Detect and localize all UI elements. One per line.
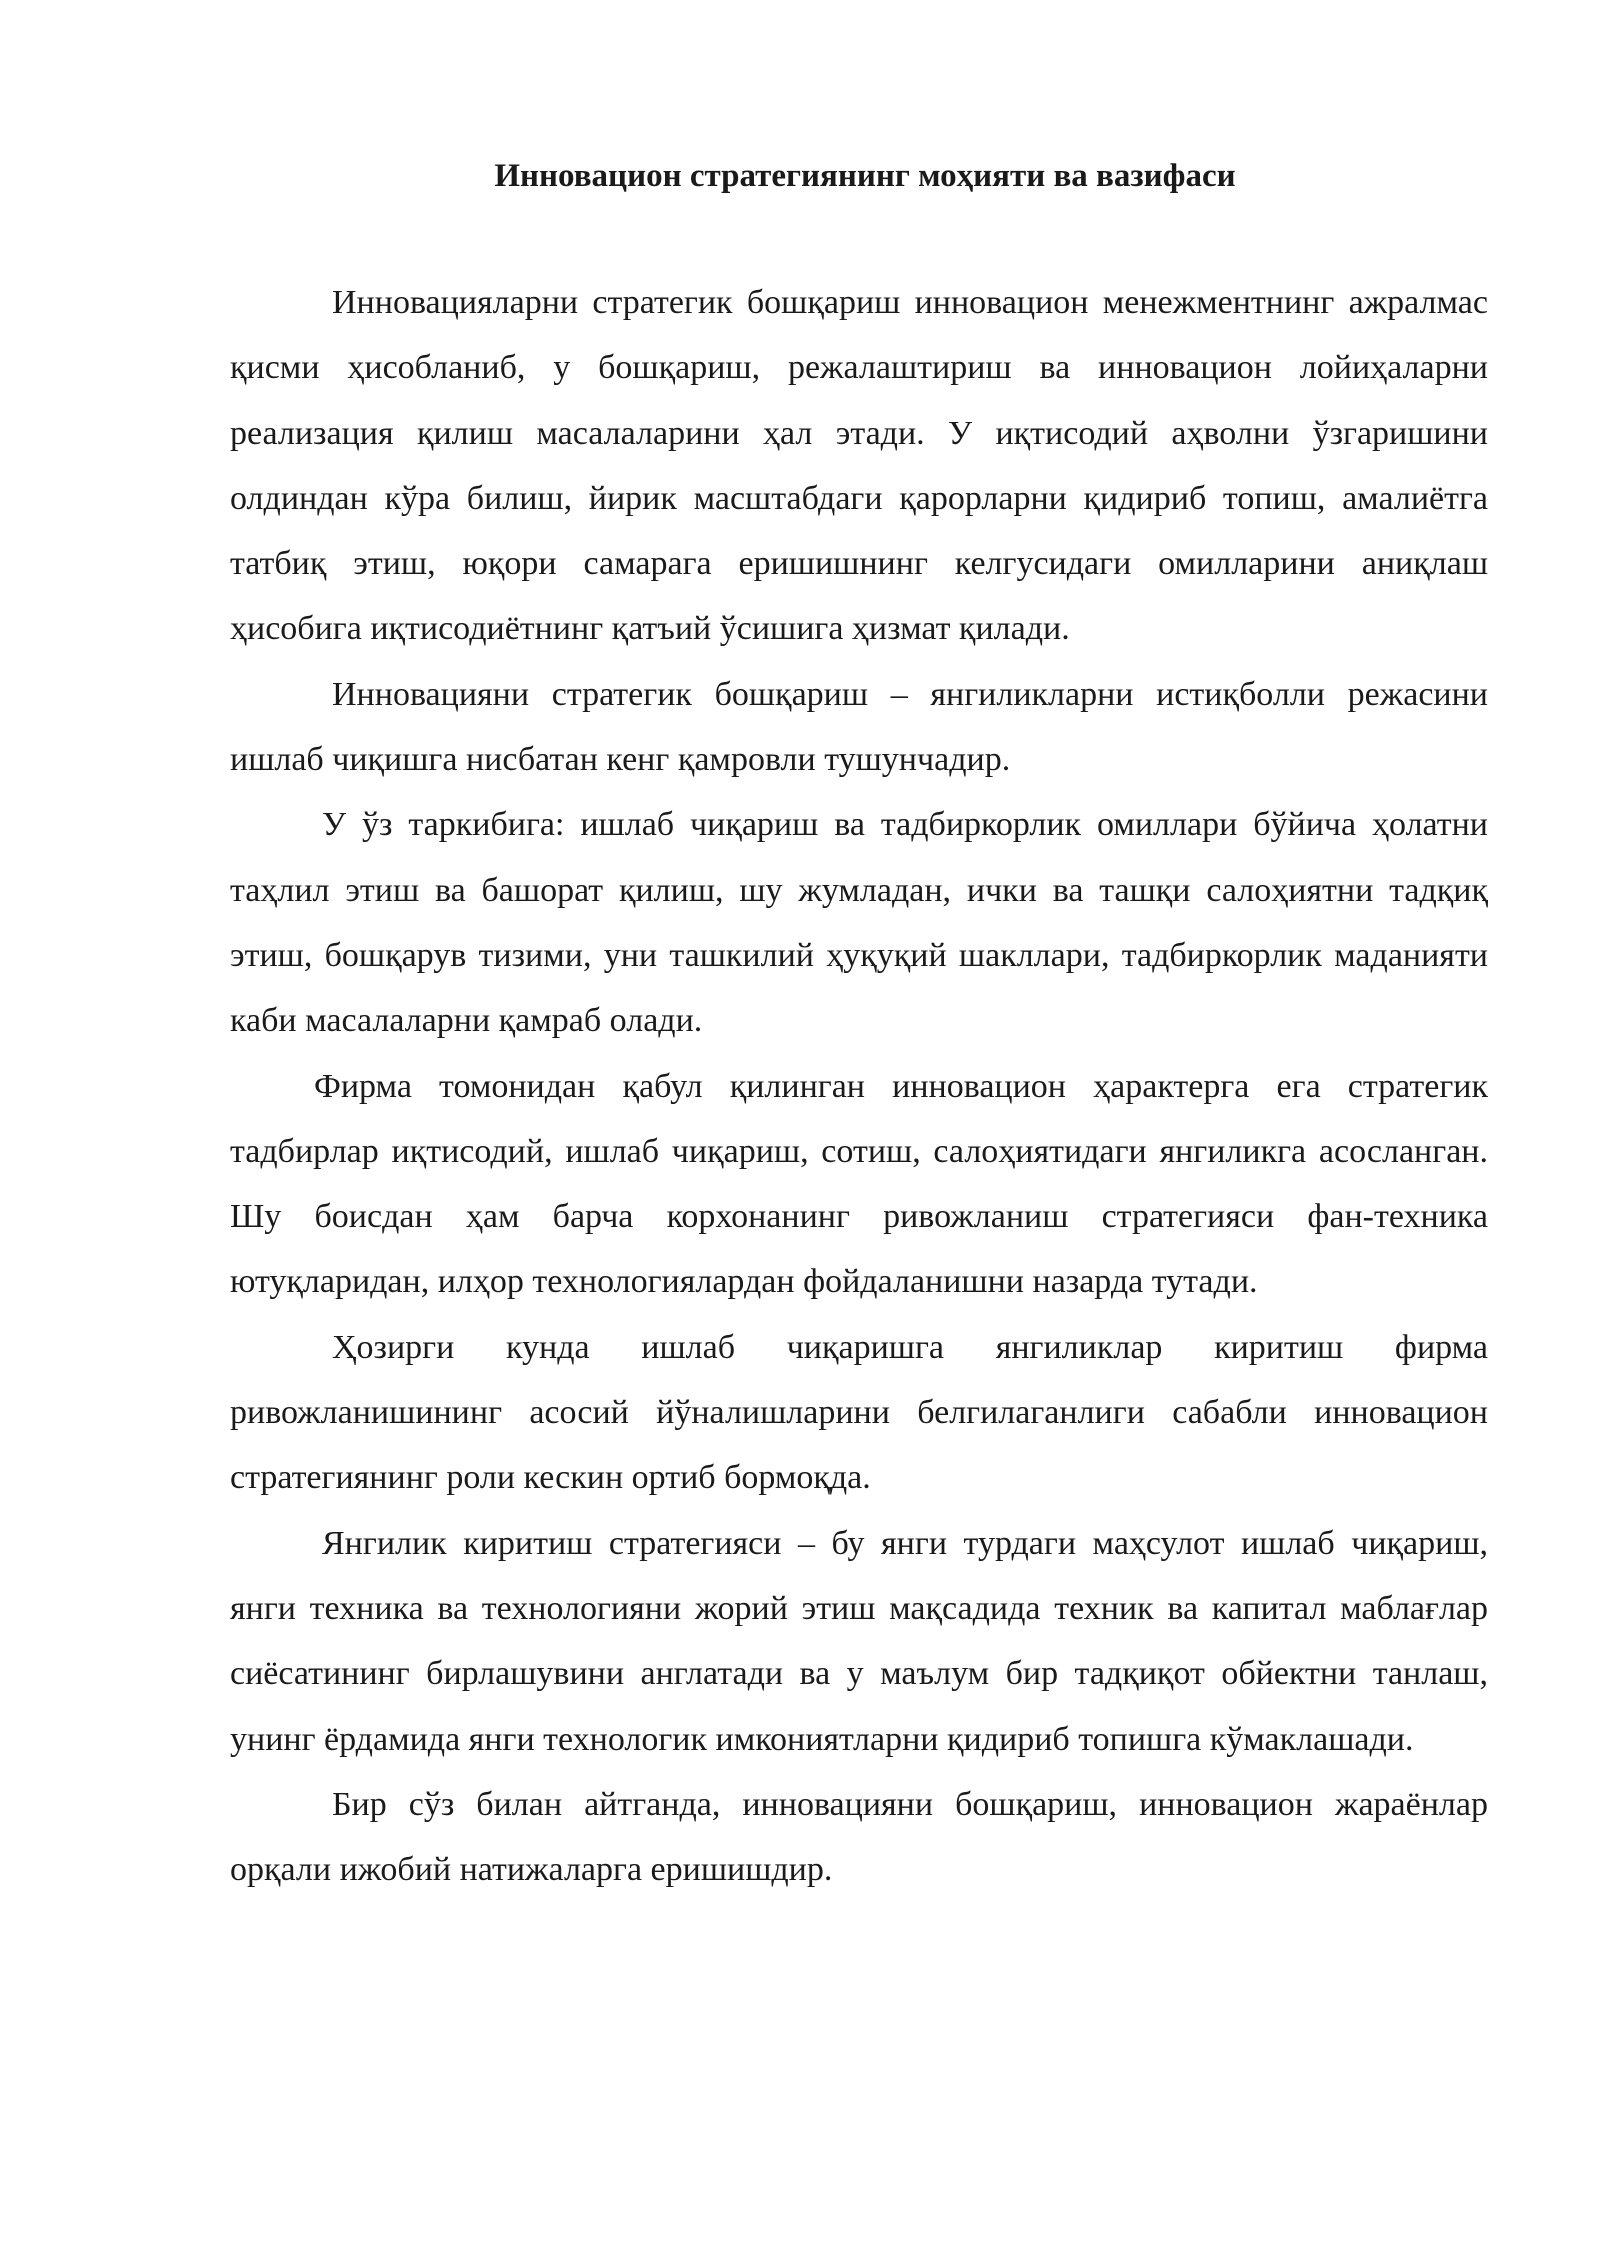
- paragraph-4: Фирма томонидан қабул қилинган инновацион ҳарактерга ега стратегик тадбирлар иқтисодий, ишлаб чиқариш, сотиш, салоҳиятидаги янгиликга асосланган. Шу боисдан ҳам барча корхонанинг ривожланиш стратегияси фан-техника ютуқларидан, илҳор технологиялардан фойдаланишни назарда тутади.: [230, 1067, 1488, 1301]
- paragraph-2: Инновацияни стратегик бошқариш – янгиликларни истиқболли режасини ишлаб чиқишга нисбатан кенг қамровли тушунчадир.: [230, 675, 1488, 779]
- document-title: Инновацион стратегиянинг моҳияти ва вазифаси: [494, 158, 1236, 194]
- paragraph-3: У ўз таркибига: ишлаб чиқариш ва тадбиркорлик омиллари бўйича ҳолатни таҳлил этиш ва башорат қилиш, шу жумладан, ички ва ташқи салоҳиятни тадқиқ этиш, бошқарув тизими, уни ташкилий ҳуқуқий шакллари, тадбиркорлик маданияти каби масалаларни қамраб олади.: [230, 806, 1488, 1040]
- paragraph-5: Ҳозирги кунда ишлаб чиқаришга янгиликлар киритиш фирма ривожланишининг асосий йўналишларини белгилаганлиги сабабли инновацион стратегиянинг роли кескин ортиб бормоқда.: [230, 1328, 1488, 1497]
- document-body: [230, 270, 1488, 1902]
- paragraph-1: Инновацияларни стратегик бошқариш инновацион менежментнинг ажралмас қисми ҳисобланиб, у бошқариш, режалаштириш ва инновацион лойиҳаларни реализация қилиш масалаларини ҳал этади. У иқтисодий аҳволни ўзгаришини олдиндан кўра билиш, йирик масштабдаги қарорларни қидириб топиш, амалиётга татбиқ этиш, юқори самарага еришишнинг келгусидаги омилларини аниқлаш ҳисобига иқтисодиётнинг қатъий ўсишига ҳизмат қилади.: [230, 284, 1488, 648]
- paragraph-7: Бир сўз билан айтганда, инновацияни бошқариш, инновацион жараёнлар орқали ижобий натижаларга еришишдир.: [230, 1785, 1488, 1889]
- paragraph-6: Янгилик киритиш стратегияси – бу янги турдаги маҳсулот ишлаб чиқариш, янги техника ва технологияни жорий этиш мақсадида техник ва капитал маблағлар сиёсатининг бирлашувини англатади ва у маълум бир тадқиқот обйектни танлаш, унинг ёрдамида янги технологик имкониятларни қидириб топишга кўмаклашади.: [230, 1524, 1488, 1758]
